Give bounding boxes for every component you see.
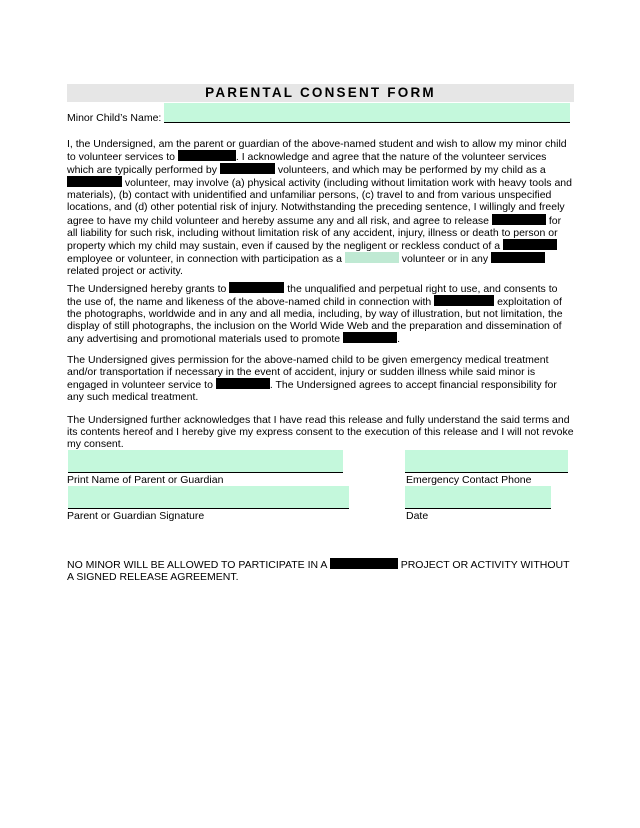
footer-notice — [67, 558, 574, 583]
p2-text-2: the unqualified and perpetual right to use, and consents to the use of, the name and likeness of the above-named child in connection with — [67, 283, 558, 309]
print-name-field[interactable] — [68, 450, 343, 473]
p2-text-1: The Undersigned hereby grants to — [67, 283, 227, 295]
minor-name-field[interactable] — [164, 103, 570, 123]
print-name-label: Print Name of Parent or Guardian — [67, 474, 224, 486]
date-label: Date — [406, 510, 429, 522]
redacted-org-name — [503, 239, 557, 250]
paragraph-medical — [67, 354, 574, 403]
p1-text-4: volunteer, may involve (a) physical activity (including without limitation work with heavy tools and materials), (b) contact with unidentified and unfamiliar persons, (c) travel to and from various unspecified locations, and (d) other potential risk of injury. Notwithstanding the preceding sentence, I willingly and freely agree to have my child volunteer and hereby assume any and all risk, and agree to release — [67, 177, 572, 227]
redacted-org-name — [491, 252, 545, 263]
redacted-org-name — [330, 558, 398, 569]
redacted-org-name — [343, 332, 397, 343]
volunteer-role-field[interactable] — [345, 252, 399, 263]
p1-text-8: related project or activity. — [67, 264, 183, 277]
redacted-org-name — [229, 282, 284, 293]
p3-text-1: The Undersigned gives permission for the above-named child to be given emergency medical treatment and/or transportation if necessary in the event of accident, injury or sudden illness while said minor is engaged in volunteer service to — [67, 354, 549, 392]
signature-label: Parent or Guardian Signature — [67, 510, 205, 522]
emergency-phone-field[interactable] — [405, 450, 568, 473]
date-field[interactable] — [405, 486, 551, 509]
redacted-org-name — [67, 176, 122, 187]
p1-text-3: volunteers, and which may be performed by my child as a — [277, 164, 546, 177]
p2-text-3: exploitation of the photographs, worldwide and in any and all media, including, by way of illustration, but not limitation, the display of still photographs, the inclusion on the World Wide Web and the preparation and dissemination of any advertising and promotional materials used to promote — [67, 296, 563, 346]
paragraph-release — [67, 138, 574, 277]
paragraph-likeness — [67, 282, 574, 345]
redacted-org-name — [492, 214, 546, 225]
p1-text-6: employee or volunteer, in connection with participation as a — [67, 252, 342, 265]
p2-text-4: . — [397, 333, 400, 346]
footer-text-2: PROJECT OR ACTIVITY WITHOUT A SIGNED RELEASE AGREEMENT. — [67, 559, 570, 584]
redacted-org-name — [434, 295, 494, 306]
minor-name-label: Minor Child’s Name: — [67, 112, 162, 124]
paragraph-acknowledgement: The Undersigned further acknowledges that I have read this release and fully understand the said terms and its contents hereof and I hereby give my express consent to the execution of this release and I will not revoke my consent. — [67, 414, 574, 451]
redacted-org-name — [220, 163, 275, 174]
p1-text-5: for all liability for such risk, including without limitation risk of any accident, injury, illness or death to person or property which my child may sustain, even if caused by the negligent or reckless conduct of a — [67, 214, 562, 252]
emergency-phone-label: Emergency Contact Phone — [406, 474, 532, 486]
redacted-org-name — [178, 150, 236, 161]
p1-text-1: I, the Undersigned, am the parent or guardian of the above-named student and wish to allow my minor child to volunteer services to — [67, 138, 567, 164]
p3-text-2: . The Undersigned agrees to accept financial responsibility for any such medical treatment. — [67, 379, 557, 404]
footer-text-1: NO MINOR WILL BE ALLOWED TO PARTICIPATE IN A — [67, 559, 327, 571]
p1-text-2: . I acknowledge and agree that the nature of the volunteer services which are typically performed by — [67, 151, 547, 177]
redacted-org-name — [216, 378, 270, 389]
minor-name-row — [67, 103, 574, 125]
form-title: PARENTAL CONSENT FORM — [67, 84, 574, 102]
p1-text-7: volunteer or in any — [401, 252, 489, 265]
signature-field[interactable] — [68, 486, 349, 509]
